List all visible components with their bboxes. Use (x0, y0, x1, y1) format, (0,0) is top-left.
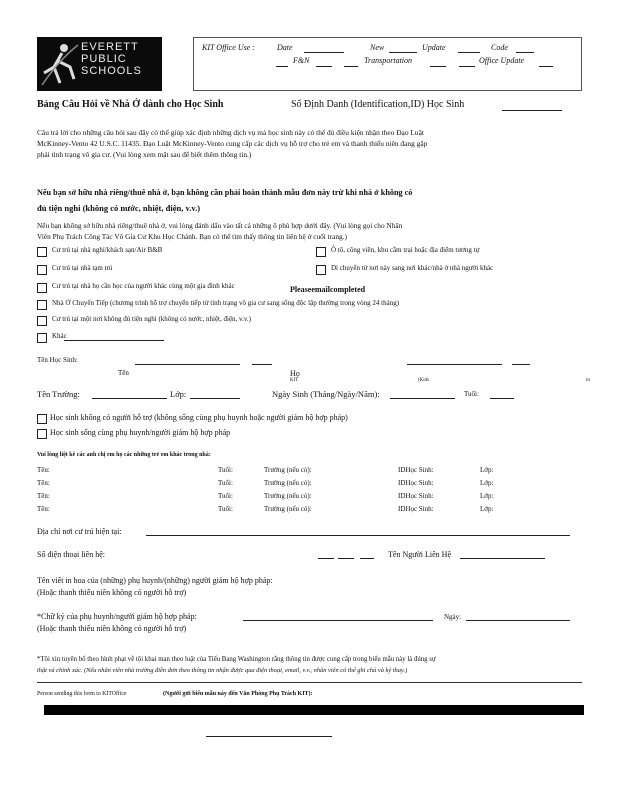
sibling-2-grade-label: Lớp: (480, 479, 494, 487)
checkbox-car-park[interactable] (316, 247, 326, 257)
sibling-4-age-label: Tuổi: (218, 505, 233, 513)
sibling-1-school-label: Trường (nếu có): (264, 466, 312, 474)
signature-sub: (Hoặc thanh thiếu niên không có người hỗ trợ) (37, 624, 187, 633)
logo-line-3: SCHOOLS (81, 65, 142, 77)
sibling-4-grade-label: Lớp: (480, 505, 494, 513)
declaration-line-1: *Tôi xin tuyên bố theo hình phạt về tội khai man theo luật của Tiểu Bang Washington rằng thông tin được cung cấp trong biểu mẫu này là đúng sự (37, 656, 436, 663)
transportation-label: Transportation (364, 56, 413, 65)
intro-line-3: phải tình trạng vô gia cư. (Vui lòng xem mặt sau để biết thêm thông tin.) (37, 150, 252, 159)
intro-line-2: McKinney-Vento 42 U.S.C. 11435. Đạo Luật McKinney-Vento cung cấp các dịch vụ hỗ trợ cho trẻ em và thanh thiếu niên đang gặp (37, 139, 428, 148)
logo-line-2: PUBLIC (81, 53, 127, 65)
kit-office-box (193, 37, 582, 91)
option-shelter: Cư trú tại nhà tạm trú (52, 264, 113, 272)
checkbox-motel[interactable] (37, 247, 47, 257)
kit-sub: KIT (290, 378, 299, 383)
checkbox-shelter[interactable] (37, 265, 47, 275)
kit-office-use-label: KIT Office Use : (202, 43, 255, 52)
sibling-2-age-label: Tuổi: (218, 479, 233, 487)
sibling-2-id-label: IDHọc Sinh: (398, 479, 434, 487)
checkbox-moving[interactable] (316, 265, 326, 275)
section-heading-2: đủ tiện nghi (không có nước, nhiệt, điện, v.v.) (37, 203, 201, 213)
sibling-3-grade-label: Lớp: (480, 492, 494, 500)
age-label: Tuổi: (464, 390, 479, 398)
checkbox-unaccompanied[interactable] (37, 414, 47, 424)
dob-label: Ngày Sinh (Tháng/Ngày/Năm): (272, 389, 380, 399)
sibling-4-name-label: Tên: (37, 505, 50, 513)
email-stamp: Pleaseemailcompleted (290, 285, 366, 294)
sibling-2-school-label: Trường (nếu có): (264, 479, 312, 487)
sibling-4-school-label: Trường (nếu có): (264, 505, 312, 513)
signature-label: *Chữ ký của phụ huynh/người giám hộ hợp pháp: (37, 612, 197, 621)
sibling-2-name-label: Tên: (37, 479, 50, 487)
sibling-3-school-label: Trường (nếu có): (264, 492, 312, 500)
last-name-sub: Họ (290, 369, 300, 378)
phone-label: Số điện thoại liên hệ: (37, 550, 105, 559)
option-transitional: Nhà Ở Chuyển Tiếp (chương trình hỗ trợ chuyển tiếp từ tình trạng vô gia cư sang sống độc lập thường trong vòng 24 tháng) (52, 299, 400, 307)
school-label: Tên Trường: (37, 389, 80, 399)
section-heading-1: Nếu bạn sở hữu nhà riêng/thuê nhà ở, bạn không cần phải hoàn thành mẫu đơn này trừ khi nhà ở không có (37, 188, 413, 197)
district-logo (37, 37, 162, 91)
code-label: Code (491, 43, 508, 52)
send-label: Person sending this form to KITOffice (37, 691, 127, 697)
send-label-vi: (Người gửi biểu mẫu này đến Văn Phòng Phụ Trách KIT): (163, 691, 313, 697)
sibling-4-id-label: IDHọc Sinh: (398, 505, 434, 513)
option-moving: Di chuyển từ nơi này sang nơi khác/nhà ở nhà người khác (331, 264, 494, 272)
option-other: Khác (52, 332, 67, 340)
footer-divider (37, 682, 582, 683)
redacted-bar (44, 705, 584, 715)
option-car-park: Ô tô, công viên, khu cắm trại hoặc địa điểm tương tự (331, 246, 480, 254)
unaccompanied-label: Học sinh không có người hỗ trợ (không sống cùng phụ huynh hoặc người giám hộ hợp pháp) (50, 413, 348, 422)
student-id-label: Số Định Danh (Identification,ID) Học Sinh (291, 99, 465, 110)
address-label: Địa chỉ nơi cư trú hiện tại: (37, 527, 122, 536)
checkbox-transitional[interactable] (37, 300, 47, 310)
section-sub-1: Nếu bạn không sở hữu nhà riêng/thuê nhà ở, vui lòng đánh dấu vào tất cả những ô phù hợp dưới đây. (Vui lòng gọi cho Nhân (37, 221, 403, 230)
kids-sub: (Kids (418, 378, 430, 383)
update-label: Update (422, 43, 446, 52)
logo-line-1: EVERETT (81, 41, 139, 53)
declaration-line-2: thật và chính xác. (Nếu nhân viên nhà trường điền đơn theo thông tin nhận được qua điện thoại, email, v.v., nhân viên có thể ghi chú và ký thay.) (37, 667, 408, 674)
parent-name-sub: (Hoặc thanh thiếu niên không có người hỗ trợ) (37, 588, 187, 597)
form-title: Bảng Câu Hỏi về Nhà Ở dành cho Học Sinh (37, 99, 224, 110)
intro-line-1: Câu trả lời cho những câu hỏi sau đây có thể giúp xác định những dịch vụ mà học sinh này có thể đủ điều kiện nhận theo Đạo Luật (37, 128, 424, 137)
first-name-sub: Tên (118, 369, 129, 377)
with-parent-label: Học sinh sống cùng phụ huynh/người giám hộ hợp pháp (50, 428, 231, 437)
contact-person-label: Tên Người Liên Hệ (388, 550, 451, 559)
sibling-1-name-label: Tên: (37, 466, 50, 474)
checkbox-inadequate[interactable] (37, 316, 47, 326)
checkbox-other[interactable] (37, 333, 47, 343)
in-sub: in (586, 378, 590, 383)
date-sign-label: Ngày: (444, 613, 462, 621)
grade-label: Lớp: (170, 389, 187, 399)
option-motel: Cư trú tại nhà nghỉ/khách sạn/Air B&B (52, 246, 163, 254)
sibling-1-id-label: IDHọc Sinh: (398, 466, 434, 474)
fn-label: F&N (293, 56, 310, 65)
section-sub-2: Viên Phụ Trách Công Tác Vô Gia Cư Khu Học Chánh. Bạn có thể tìm thấy thông tin liên hệ ở cuối trang.) (37, 232, 347, 241)
student-name-label: Tên Học Sinh: (37, 356, 78, 364)
option-inadequate: Cư trú tại một nơi không đủ tiện nghi (không có nước, nhiệt, điện, v.v.) (52, 315, 251, 323)
runner-logo-icon (40, 39, 80, 89)
option-doubled-up: Cư trú tại nhà họ cần học của người khác cùng một gia đình khác (52, 282, 235, 290)
sibling-3-id-label: IDHọc Sinh: (398, 492, 434, 500)
date-label: Date (277, 43, 293, 52)
sibling-1-grade-label: Lớp: (480, 466, 494, 474)
checkbox-with-parent[interactable] (37, 429, 47, 439)
sibling-3-age-label: Tuổi: (218, 492, 233, 500)
parent-name-label: Tên viết in hoa của (những) phụ huynh/(những) người giám hộ hợp pháp: (37, 576, 273, 585)
office-update-label: Office Update (479, 56, 525, 65)
sibling-1-age-label: Tuổi: (218, 466, 233, 474)
sibling-3-name-label: Tên: (37, 492, 50, 500)
checkbox-doubled-up[interactable] (37, 283, 47, 293)
bottom-line (206, 736, 332, 737)
siblings-instruction: Vui lòng liệt kê các anh chị em họ các những trẻ em khác trong nhà: (37, 452, 211, 458)
new-label: New (370, 43, 385, 52)
